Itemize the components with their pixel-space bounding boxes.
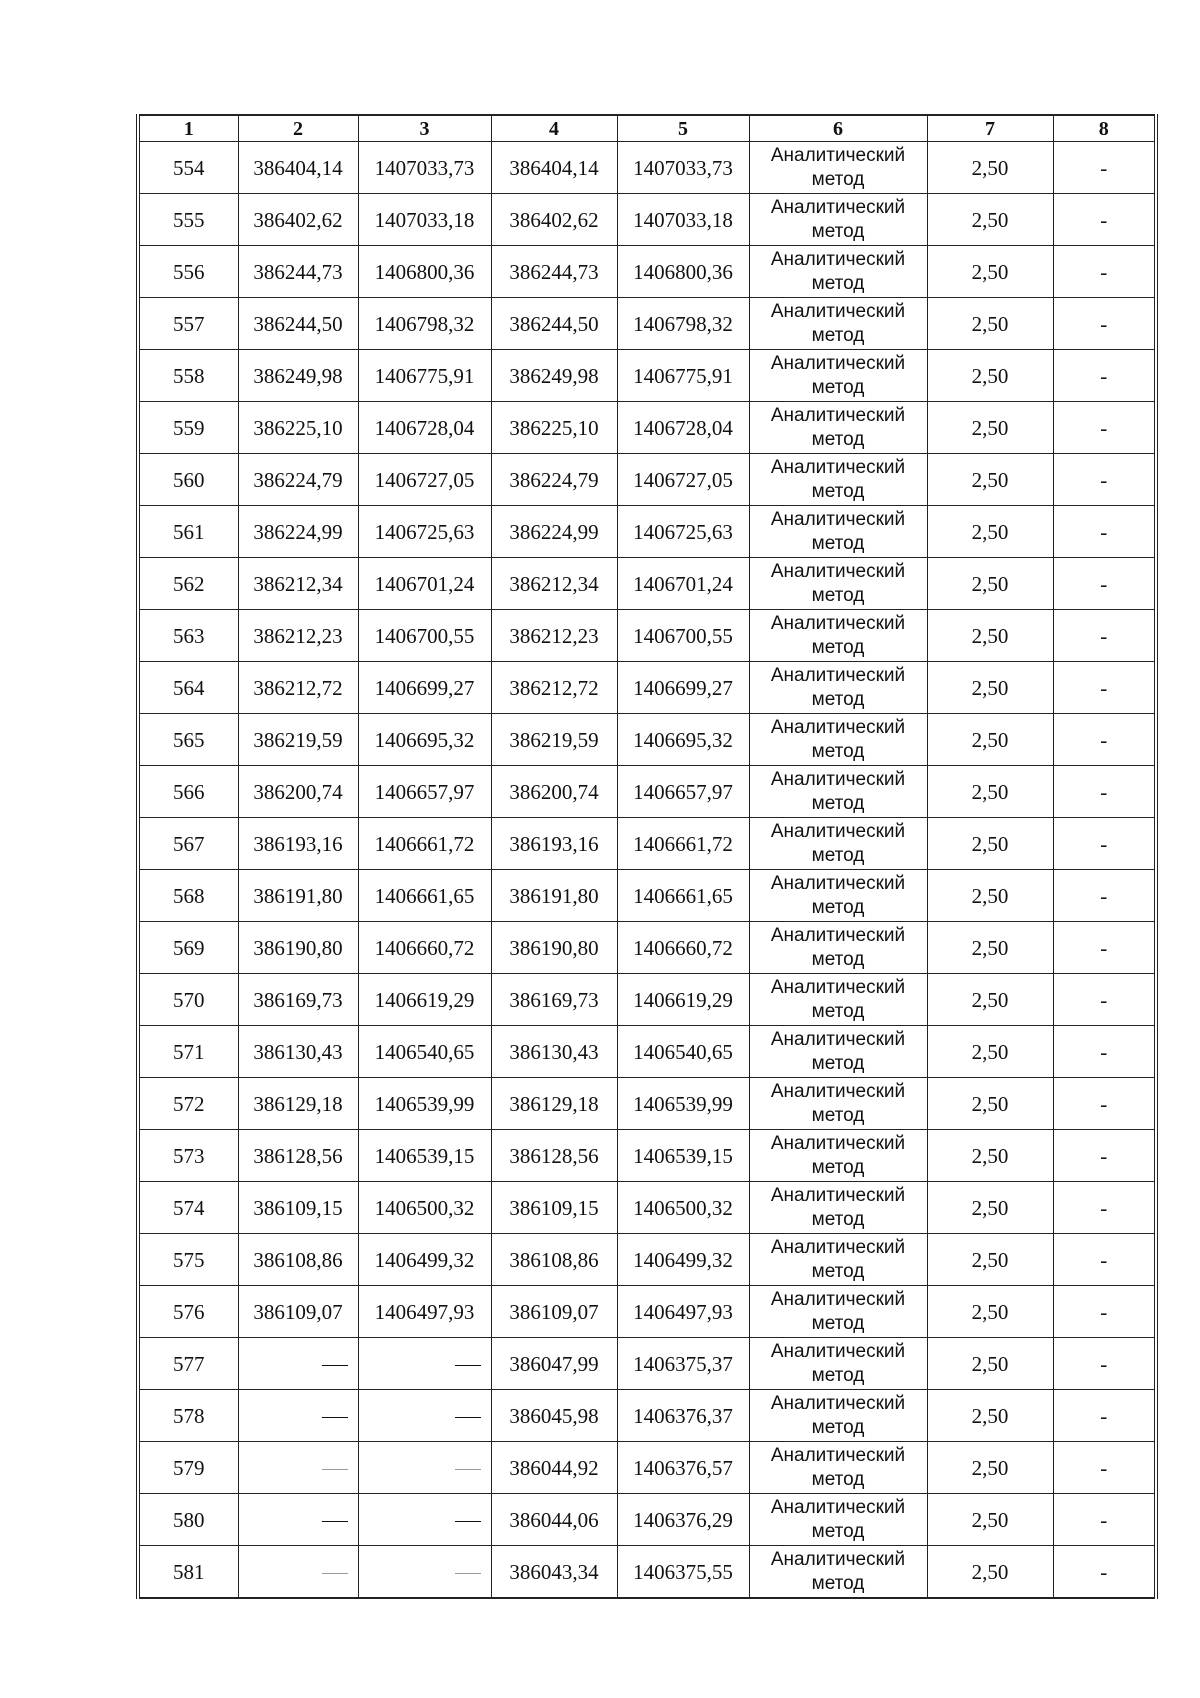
table-row [138, 558, 1156, 610]
x-old-cell: 386225,10 [238, 402, 358, 454]
accuracy-cell: 2,50 [927, 1546, 1053, 1599]
y-old-cell: 1406661,72 [358, 818, 491, 870]
coordinates-table [136, 114, 1158, 1599]
x-new-cell: 386249,98 [491, 350, 617, 402]
accuracy-cell: 2,50 [927, 1026, 1053, 1078]
y-new-cell: 1406657,97 [617, 766, 749, 818]
accuracy-cell: 2,50 [927, 870, 1053, 922]
x-new-cell: 386128,56 [491, 1130, 617, 1182]
accuracy-cell: 2,50 [927, 1494, 1053, 1546]
y-old-cell: 1406728,04 [358, 402, 491, 454]
x-old-cell: 386244,50 [238, 298, 358, 350]
x-old-cell: 386169,73 [238, 974, 358, 1026]
x-new-cell: 386109,15 [491, 1182, 617, 1234]
point-number-cell: 572 [138, 1078, 238, 1130]
note-cell: - [1053, 610, 1156, 662]
empty-value-dash [455, 1573, 481, 1574]
x-new-cell: 386219,59 [491, 714, 617, 766]
point-number-cell: 580 [138, 1494, 238, 1546]
x-new-cell: 386200,74 [491, 766, 617, 818]
point-number-cell: 554 [138, 142, 238, 194]
x-new-cell: 386169,73 [491, 974, 617, 1026]
note-cell: - [1053, 1390, 1156, 1442]
y-old-cell: 1406699,27 [358, 662, 491, 714]
y-new-cell: 1406497,93 [617, 1286, 749, 1338]
table-row [138, 194, 1156, 246]
table-row [138, 1026, 1156, 1078]
accuracy-cell: 2,50 [927, 1338, 1053, 1390]
point-number-cell: 561 [138, 506, 238, 558]
method-cell: Аналитический метод [749, 194, 927, 246]
method-cell: Аналитический метод [749, 298, 927, 350]
y-new-cell: 1406376,29 [617, 1494, 749, 1546]
accuracy-cell: 2,50 [927, 506, 1053, 558]
method-cell: Аналитический метод [749, 922, 927, 974]
x-new-cell: 386108,86 [491, 1234, 617, 1286]
point-number-cell: 562 [138, 558, 238, 610]
y-new-cell: 1406375,55 [617, 1546, 749, 1599]
column-header: 1 [138, 115, 238, 142]
table-row [138, 714, 1156, 766]
y-old-cell: 1406497,93 [358, 1286, 491, 1338]
y-old-cell: 1407033,73 [358, 142, 491, 194]
y-old-cell: 1406540,65 [358, 1026, 491, 1078]
point-number-cell: 575 [138, 1234, 238, 1286]
table-row [138, 1338, 1156, 1390]
method-cell: Аналитический метод [749, 350, 927, 402]
accuracy-cell: 2,50 [927, 922, 1053, 974]
point-number-cell: 576 [138, 1286, 238, 1338]
y-old-cell: 1407033,18 [358, 194, 491, 246]
y-old-cell: 1406700,55 [358, 610, 491, 662]
point-number-cell: 577 [138, 1338, 238, 1390]
accuracy-cell: 2,50 [927, 558, 1053, 610]
method-cell: Аналитический метод [749, 1078, 927, 1130]
table-row [138, 610, 1156, 662]
note-cell: - [1053, 922, 1156, 974]
accuracy-cell: 2,50 [927, 1390, 1053, 1442]
point-number-cell: 555 [138, 194, 238, 246]
x-old-cell: 386200,74 [238, 766, 358, 818]
y-new-cell: 1406539,99 [617, 1078, 749, 1130]
method-cell: Аналитический метод [749, 1182, 927, 1234]
y-old-cell: 1406657,97 [358, 766, 491, 818]
y-old-cell: 1406798,32 [358, 298, 491, 350]
table-row [138, 454, 1156, 506]
note-cell: - [1053, 766, 1156, 818]
accuracy-cell: 2,50 [927, 142, 1053, 194]
column-header: 4 [491, 115, 617, 142]
note-cell: - [1053, 1494, 1156, 1546]
x-old-cell: 386212,72 [238, 662, 358, 714]
y-old-cell: 1406660,72 [358, 922, 491, 974]
y-new-cell: 1406619,29 [617, 974, 749, 1026]
accuracy-cell: 2,50 [927, 402, 1053, 454]
y-new-cell: 1406539,15 [617, 1130, 749, 1182]
x-new-cell: 386193,16 [491, 818, 617, 870]
x-new-cell: 386404,14 [491, 142, 617, 194]
table-row [138, 506, 1156, 558]
x-old-cell [238, 1338, 358, 1390]
note-cell: - [1053, 870, 1156, 922]
empty-value-dash [455, 1417, 481, 1418]
method-cell: Аналитический метод [749, 818, 927, 870]
note-cell: - [1053, 1182, 1156, 1234]
method-cell: Аналитический метод [749, 1234, 927, 1286]
table-row [138, 1442, 1156, 1494]
y-old-cell [358, 1546, 491, 1599]
y-new-cell: 1406701,24 [617, 558, 749, 610]
y-new-cell: 1406540,65 [617, 1026, 749, 1078]
table-header-row [138, 115, 1156, 142]
y-new-cell: 1406500,32 [617, 1182, 749, 1234]
x-new-cell: 386129,18 [491, 1078, 617, 1130]
empty-value-dash [322, 1365, 348, 1366]
note-cell: - [1053, 142, 1156, 194]
method-cell: Аналитический метод [749, 1130, 927, 1182]
table-row [138, 298, 1156, 350]
accuracy-cell: 2,50 [927, 1442, 1053, 1494]
table-row [138, 1182, 1156, 1234]
table-row [138, 246, 1156, 298]
x-new-cell: 386109,07 [491, 1286, 617, 1338]
accuracy-cell: 2,50 [927, 1078, 1053, 1130]
point-number-cell: 559 [138, 402, 238, 454]
method-cell: Аналитический метод [749, 1338, 927, 1390]
table-row [138, 1494, 1156, 1546]
x-new-cell: 386043,34 [491, 1546, 617, 1599]
y-old-cell [358, 1390, 491, 1442]
x-new-cell: 386044,06 [491, 1494, 617, 1546]
accuracy-cell: 2,50 [927, 1182, 1053, 1234]
method-cell: Аналитический метод [749, 1494, 927, 1546]
column-header: 5 [617, 115, 749, 142]
note-cell: - [1053, 1026, 1156, 1078]
note-cell: - [1053, 350, 1156, 402]
x-old-cell: 386244,73 [238, 246, 358, 298]
x-new-cell: 386191,80 [491, 870, 617, 922]
accuracy-cell: 2,50 [927, 298, 1053, 350]
table-row [138, 870, 1156, 922]
accuracy-cell: 2,50 [927, 350, 1053, 402]
x-old-cell: 386190,80 [238, 922, 358, 974]
table-row [138, 1234, 1156, 1286]
accuracy-cell: 2,50 [927, 974, 1053, 1026]
method-cell: Аналитический метод [749, 1026, 927, 1078]
y-old-cell: 1406695,32 [358, 714, 491, 766]
table-row [138, 1286, 1156, 1338]
point-number-cell: 574 [138, 1182, 238, 1234]
y-new-cell: 1406725,63 [617, 506, 749, 558]
x-new-cell: 386212,23 [491, 610, 617, 662]
x-new-cell: 386225,10 [491, 402, 617, 454]
method-cell: Аналитический метод [749, 766, 927, 818]
x-new-cell: 386244,50 [491, 298, 617, 350]
x-old-cell: 386193,16 [238, 818, 358, 870]
x-new-cell: 386044,92 [491, 1442, 617, 1494]
point-number-cell: 573 [138, 1130, 238, 1182]
empty-value-dash [322, 1521, 348, 1522]
y-new-cell: 1406727,05 [617, 454, 749, 506]
y-new-cell: 1406376,37 [617, 1390, 749, 1442]
table-row [138, 1390, 1156, 1442]
x-old-cell: 386212,23 [238, 610, 358, 662]
x-new-cell: 386130,43 [491, 1026, 617, 1078]
method-cell: Аналитический метод [749, 610, 927, 662]
y-old-cell: 1406499,32 [358, 1234, 491, 1286]
accuracy-cell: 2,50 [927, 454, 1053, 506]
table-row [138, 1546, 1156, 1599]
x-old-cell: 386404,14 [238, 142, 358, 194]
y-new-cell: 1406699,27 [617, 662, 749, 714]
point-number-cell: 567 [138, 818, 238, 870]
column-header: 2 [238, 115, 358, 142]
table-body [138, 142, 1156, 1599]
y-new-cell: 1407033,73 [617, 142, 749, 194]
method-cell: Аналитический метод [749, 506, 927, 558]
y-old-cell: 1406775,91 [358, 350, 491, 402]
method-cell: Аналитический метод [749, 714, 927, 766]
table-row [138, 1078, 1156, 1130]
column-header: 6 [749, 115, 927, 142]
y-new-cell: 1406375,37 [617, 1338, 749, 1390]
note-cell: - [1053, 194, 1156, 246]
y-new-cell: 1406376,57 [617, 1442, 749, 1494]
note-cell: - [1053, 246, 1156, 298]
x-old-cell: 386109,07 [238, 1286, 358, 1338]
note-cell: - [1053, 662, 1156, 714]
method-cell: Аналитический метод [749, 1286, 927, 1338]
method-cell: Аналитический метод [749, 662, 927, 714]
point-number-cell: 557 [138, 298, 238, 350]
y-new-cell: 1406660,72 [617, 922, 749, 974]
y-new-cell: 1406798,32 [617, 298, 749, 350]
x-old-cell: 386224,79 [238, 454, 358, 506]
empty-value-dash [455, 1521, 481, 1522]
x-new-cell: 386047,99 [491, 1338, 617, 1390]
table-row [138, 922, 1156, 974]
note-cell: - [1053, 558, 1156, 610]
y-old-cell [358, 1494, 491, 1546]
empty-value-dash [322, 1417, 348, 1418]
x-old-cell [238, 1494, 358, 1546]
y-old-cell: 1406500,32 [358, 1182, 491, 1234]
y-new-cell: 1406695,32 [617, 714, 749, 766]
note-cell: - [1053, 1078, 1156, 1130]
point-number-cell: 563 [138, 610, 238, 662]
column-header: 8 [1053, 115, 1156, 142]
point-number-cell: 564 [138, 662, 238, 714]
y-new-cell: 1406499,32 [617, 1234, 749, 1286]
accuracy-cell: 2,50 [927, 1286, 1053, 1338]
x-old-cell: 386212,34 [238, 558, 358, 610]
table-row [138, 1130, 1156, 1182]
table-row [138, 662, 1156, 714]
method-cell: Аналитический метод [749, 870, 927, 922]
table-row [138, 402, 1156, 454]
y-new-cell: 1407033,18 [617, 194, 749, 246]
accuracy-cell: 2,50 [927, 610, 1053, 662]
accuracy-cell: 2,50 [927, 662, 1053, 714]
point-number-cell: 566 [138, 766, 238, 818]
y-old-cell: 1406539,99 [358, 1078, 491, 1130]
empty-value-dash [455, 1469, 481, 1470]
point-number-cell: 560 [138, 454, 238, 506]
y-old-cell: 1406727,05 [358, 454, 491, 506]
x-new-cell: 386244,73 [491, 246, 617, 298]
empty-value-dash [322, 1573, 348, 1574]
method-cell: Аналитический метод [749, 246, 927, 298]
point-number-cell: 579 [138, 1442, 238, 1494]
y-old-cell [358, 1338, 491, 1390]
accuracy-cell: 2,50 [927, 714, 1053, 766]
point-number-cell: 581 [138, 1546, 238, 1599]
x-old-cell: 386219,59 [238, 714, 358, 766]
y-old-cell: 1406800,36 [358, 246, 491, 298]
column-header: 7 [927, 115, 1053, 142]
note-cell: - [1053, 714, 1156, 766]
point-number-cell: 570 [138, 974, 238, 1026]
note-cell: - [1053, 454, 1156, 506]
x-new-cell: 386212,72 [491, 662, 617, 714]
note-cell: - [1053, 1130, 1156, 1182]
x-old-cell [238, 1546, 358, 1599]
accuracy-cell: 2,50 [927, 766, 1053, 818]
y-old-cell [358, 1442, 491, 1494]
x-old-cell: 386249,98 [238, 350, 358, 402]
x-new-cell: 386402,62 [491, 194, 617, 246]
note-cell: - [1053, 1546, 1156, 1599]
note-cell: - [1053, 1442, 1156, 1494]
x-new-cell: 386045,98 [491, 1390, 617, 1442]
y-new-cell: 1406661,72 [617, 818, 749, 870]
y-new-cell: 1406728,04 [617, 402, 749, 454]
x-new-cell: 386212,34 [491, 558, 617, 610]
x-new-cell: 386224,79 [491, 454, 617, 506]
y-old-cell: 1406619,29 [358, 974, 491, 1026]
method-cell: Аналитический метод [749, 974, 927, 1026]
point-number-cell: 565 [138, 714, 238, 766]
y-new-cell: 1406800,36 [617, 246, 749, 298]
accuracy-cell: 2,50 [927, 194, 1053, 246]
x-new-cell: 386190,80 [491, 922, 617, 974]
accuracy-cell: 2,50 [927, 1130, 1053, 1182]
point-number-cell: 568 [138, 870, 238, 922]
note-cell: - [1053, 506, 1156, 558]
note-cell: - [1053, 818, 1156, 870]
accuracy-cell: 2,50 [927, 1234, 1053, 1286]
method-cell: Аналитический метод [749, 402, 927, 454]
x-new-cell: 386224,99 [491, 506, 617, 558]
empty-value-dash [322, 1469, 348, 1470]
note-cell: - [1053, 1286, 1156, 1338]
note-cell: - [1053, 402, 1156, 454]
x-old-cell: 386130,43 [238, 1026, 358, 1078]
table-row [138, 350, 1156, 402]
method-cell: Аналитический метод [749, 558, 927, 610]
point-number-cell: 571 [138, 1026, 238, 1078]
y-old-cell: 1406661,65 [358, 870, 491, 922]
x-old-cell: 386191,80 [238, 870, 358, 922]
note-cell: - [1053, 974, 1156, 1026]
method-cell: Аналитический метод [749, 1442, 927, 1494]
note-cell: - [1053, 1338, 1156, 1390]
note-cell: - [1053, 1234, 1156, 1286]
point-number-cell: 569 [138, 922, 238, 974]
y-old-cell: 1406539,15 [358, 1130, 491, 1182]
point-number-cell: 556 [138, 246, 238, 298]
point-number-cell: 578 [138, 1390, 238, 1442]
table-row [138, 818, 1156, 870]
x-old-cell: 386109,15 [238, 1182, 358, 1234]
y-new-cell: 1406775,91 [617, 350, 749, 402]
table-row [138, 142, 1156, 194]
table-row [138, 766, 1156, 818]
accuracy-cell: 2,50 [927, 246, 1053, 298]
x-old-cell: 386108,86 [238, 1234, 358, 1286]
x-old-cell [238, 1390, 358, 1442]
y-old-cell: 1406701,24 [358, 558, 491, 610]
table-row [138, 974, 1156, 1026]
method-cell: Аналитический метод [749, 1390, 927, 1442]
x-old-cell: 386128,56 [238, 1130, 358, 1182]
x-old-cell: 386224,99 [238, 506, 358, 558]
column-header: 3 [358, 115, 491, 142]
note-cell: - [1053, 298, 1156, 350]
x-old-cell: 386129,18 [238, 1078, 358, 1130]
x-old-cell [238, 1442, 358, 1494]
point-number-cell: 558 [138, 350, 238, 402]
y-new-cell: 1406661,65 [617, 870, 749, 922]
x-old-cell: 386402,62 [238, 194, 358, 246]
y-new-cell: 1406700,55 [617, 610, 749, 662]
method-cell: Аналитический метод [749, 454, 927, 506]
empty-value-dash [455, 1365, 481, 1366]
method-cell: Аналитический метод [749, 142, 927, 194]
method-cell: Аналитический метод [749, 1546, 927, 1599]
accuracy-cell: 2,50 [927, 818, 1053, 870]
y-old-cell: 1406725,63 [358, 506, 491, 558]
